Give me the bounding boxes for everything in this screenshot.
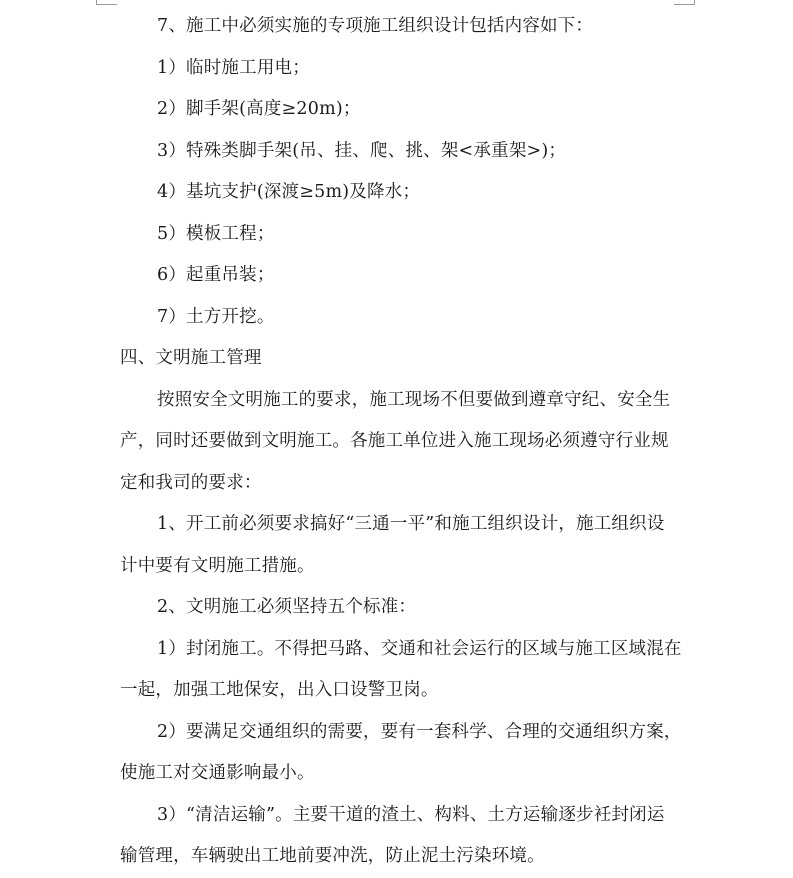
paragraph-line: 1、开工前必须要求搞好“三通一平”和施工组织设计，施工组织设	[157, 514, 665, 534]
page-corner-mark-left	[96, 0, 117, 5]
paragraph-line: 2、文明施工必须坚持五个标准：	[157, 597, 417, 617]
document-body	[120, 6, 710, 878]
list-item-lifting: 6）起重吊装；	[157, 265, 275, 285]
list-item-special-scaffold: 3）特殊类脚手架(吊、挂、爬、挑、架<承重架>)；	[157, 140, 567, 161]
list-item-foundation-pit: 4）基坑支护(深渡≥5m)及降水；	[157, 182, 421, 202]
paragraph-line: 按照安全文明施工的要求，施工现场不但要做到遵章守纪、安全生	[157, 389, 671, 410]
paragraph-line: 一起，加强工地保安，出入口设警卫岗。	[120, 680, 439, 700]
list-item-formwork: 5）模板工程；	[157, 223, 275, 244]
paragraph-line: 3）“清洁运输”。主要干道的渣土、构料、土方运输逐步衽封闭运	[157, 804, 665, 825]
section-heading-civilized-construction: 四、文明施工管理	[120, 348, 262, 368]
paragraph-line: 输管理，车辆驶出工地前要冲洗，防止泥土污染环境。	[120, 846, 545, 866]
page-corner-mark-right	[674, 0, 695, 5]
list-item-scaffold: 2）脚手架(高度≥20m)；	[157, 99, 361, 119]
paragraph-line: 1）封闭施工。不得把马路、交通和社会运行的区域与施工区域混在	[157, 638, 682, 659]
paragraph-line: 2）要满足交通组织的需要，要有一套科学、合理的交通组织方案，	[157, 721, 682, 742]
paragraph-line: 产，同时还要做到文明施工。各施工单位进入施工现场必须遵守行业规	[120, 431, 669, 451]
paragraph-line: 计中要有文明施工措施。	[120, 555, 315, 576]
paragraph-line: 定和我司的要求：	[120, 472, 262, 493]
paragraph-line: 使施工对交通影响最小。	[120, 763, 315, 783]
list-item-excavation: 7）土方开挖。	[157, 306, 275, 327]
list-item-special-designs: 7、施工中必须实施的专项施工组织设计包括内容如下：	[157, 16, 594, 36]
list-item-temp-power: 1）临时施工用电；	[157, 57, 310, 78]
